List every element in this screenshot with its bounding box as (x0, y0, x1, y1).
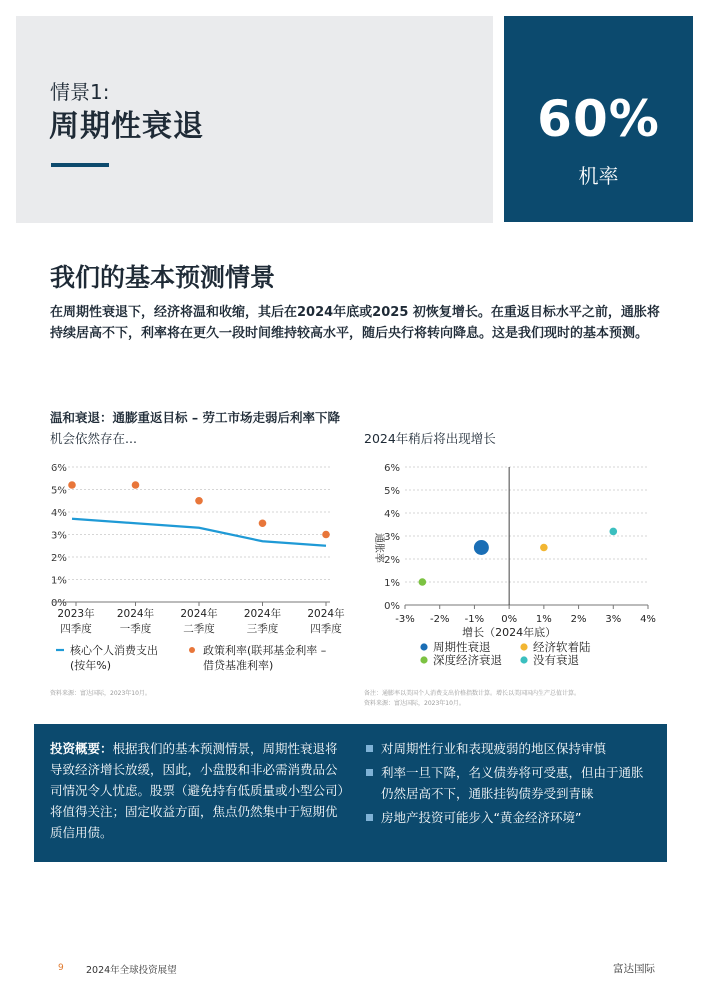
y-tick-label: 5% (384, 486, 400, 497)
x-tick-label: -3% (395, 614, 415, 625)
section-title: 我们的基本预测情景 (50, 263, 276, 292)
y-tick-label: 4% (51, 508, 67, 519)
x-tick-label: 2024年 (116, 608, 155, 620)
x-tick-label: 3% (605, 614, 622, 625)
legend-label: 经济软着陆 (533, 640, 591, 654)
x-tick-label: 一季度 (119, 623, 152, 635)
x-tick-label: 0% (501, 614, 518, 625)
x-tick-label: 2024年 (243, 608, 282, 620)
x-tick-label: 二季度 (183, 623, 215, 635)
page-number: 9 (58, 963, 64, 973)
y-tick-label: 6% (384, 463, 400, 474)
legend-label: 借贷基准利率) (203, 659, 274, 672)
x-tick-label: 2024年 (180, 608, 218, 620)
y-tick-label: 0% (384, 601, 400, 612)
charts-heading: 温和衰退：通膨重返目标 – 劳工市场走弱后利率下降 (50, 410, 340, 425)
legend-label: (按年%) (70, 659, 112, 672)
footer-title: 2024年全球投资展望 (86, 965, 177, 976)
legend-label: 政策利率(联邦基金利率 – (203, 644, 327, 657)
bullet-square-icon (366, 769, 373, 776)
y-tick-label: 6% (51, 463, 67, 474)
x-tick-label: 2024年 (307, 608, 345, 620)
y-tick-label: 4% (384, 509, 400, 520)
y-tick-label: 5% (51, 485, 67, 497)
x-tick-label: -1% (464, 614, 485, 625)
x-tick-label: 1% (535, 614, 552, 625)
y-tick-label: 3% (51, 530, 67, 542)
y-axis-label: 通胀率 (373, 533, 384, 563)
y-tick-label: 1% (51, 575, 67, 587)
page-title: 周期性衰退 (49, 109, 204, 144)
list-item: 房地产投资可能步入“黄金经济环境” (365, 807, 655, 828)
chart1-source: 资料来源：富达国际，2023年10月。 (50, 690, 151, 697)
legend-dot-icon (420, 643, 427, 650)
x-tick-label: 2% (570, 614, 587, 625)
section-lead: 在周期性衰退下，经济将温和收缩，其后在2024年底或2025 初恢复增长。在重返目标水平之前，通胀将持续居高不下，利率将在更久一段时间维持较高水平，随后央行将转向降息。这是我们现时的基本预测。 (50, 305, 660, 341)
chart1-subtitle: 机会依然存在... (50, 431, 137, 446)
legend-label: 深度经济衰退 (433, 653, 502, 667)
y-tick-label: 1% (384, 578, 400, 589)
investment-summary (50, 738, 346, 843)
list-item: 对周期性行业和表现疲弱的地区保持审慎 (365, 738, 655, 759)
legend-dot-icon (420, 656, 427, 663)
investment-panel (34, 724, 667, 862)
legend-dot-icon (520, 643, 527, 650)
scenario-label: 情景1: (50, 80, 110, 104)
probability-value: 60% (537, 90, 660, 148)
scatter-point (474, 540, 489, 555)
y-tick-label: 3% (384, 532, 400, 543)
x-tick-label: -2% (429, 614, 450, 625)
x-axis-label: 增长（2024年底） (462, 626, 557, 639)
legend-label: 周期性衰退 (433, 640, 491, 654)
x-tick-label: 三季度 (246, 623, 279, 635)
y-tick-label: 2% (384, 555, 400, 566)
y-tick-label: 0% (51, 598, 67, 609)
y-tick-label: 2% (51, 553, 67, 564)
bullet-square-icon (366, 814, 373, 821)
x-tick-label: 四季度 (60, 623, 92, 635)
chart2-source: 资料来源：富达国际，2023年10月。 (364, 700, 465, 707)
scatter-point (540, 544, 548, 552)
legend-label: 核心个人消费支出 (70, 644, 158, 657)
footer-brand: 富达国际 (613, 963, 655, 975)
investment-summary-text: 根据我们的基本预测情景，周期性衰退将导致经济增长放缓，因此，小盘股和非必需消费品公司情况令人忧虑。股票（避免持有低质量或小型公司）将值得关注；固定收益方面，焦点仍然集中于短期优质信用债。 (50, 741, 344, 840)
probability-label: 机率 (578, 164, 619, 188)
x-tick-label: 4% (640, 614, 656, 625)
chart2-subtitle: 2024年稍后将出现增长 (364, 431, 496, 446)
x-tick-label: 四季度 (310, 623, 342, 635)
investment-bullets (365, 738, 655, 831)
scatter-point (419, 578, 427, 586)
bullet-square-icon (366, 745, 373, 752)
legend-dot-icon (520, 656, 527, 663)
legend-label: 没有衰退 (533, 653, 579, 667)
chart2-note: 备注：通膨率以美国个人消费支出价格指数计算。增长以美国国内生产总值计算。 (364, 690, 581, 697)
investment-label: 投资概要： (50, 741, 113, 756)
x-tick-label: 2023年 (57, 608, 95, 620)
list-item: 利率一旦下降，名义债券将可受惠，但由于通胀仍然居高不下，通胀挂钩债券受到青睐 (365, 762, 655, 804)
scatter-point (609, 528, 617, 536)
